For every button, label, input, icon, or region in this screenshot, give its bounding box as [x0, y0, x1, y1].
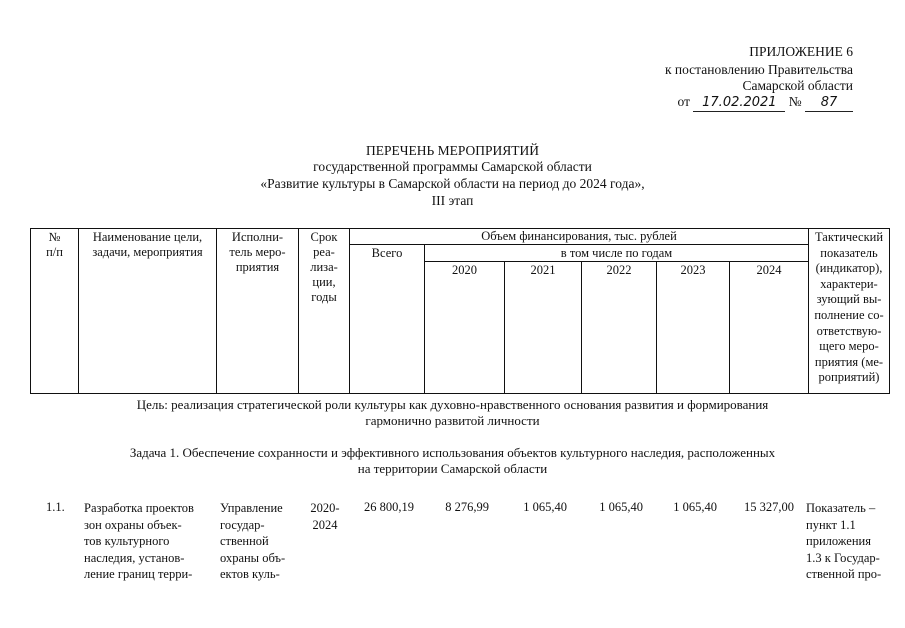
- document-subtitle-1: государственной программы Самарской области: [313, 159, 592, 174]
- col-term-header: Срок реа- лиза- ции, годы: [310, 230, 338, 304]
- col-year-2022: 2022: [606, 263, 632, 277]
- row-2024: 15 327,00: [744, 500, 794, 514]
- row-executor: Управление государ- ственной охраны объ- ектов куль-: [220, 501, 286, 581]
- handwritten-number: 87: [805, 95, 853, 112]
- col-year-2020: 2020: [452, 263, 477, 277]
- col-num-header: № п/п: [46, 230, 63, 259]
- goal-line-1: Цель: реализация стратегической роли культуры как духовно-нравственного основания развития и формирования: [136, 397, 769, 412]
- col-year-2021: 2021: [530, 263, 556, 277]
- col-year-2023: 2023: [680, 263, 706, 277]
- including-by-years-header: в том числе по годам: [560, 246, 673, 260]
- handwritten-date: 17.02.2021: [693, 95, 785, 112]
- row-total: 26 800,19: [364, 500, 414, 514]
- row-indicator: Показатель – пункт 1.1 приложения 1.3 к Государ- ственной про-: [806, 501, 882, 581]
- col-executor-header: Исполни- тель меро- приятия: [229, 230, 286, 274]
- goal-line-2: гармонично развитой личности: [365, 413, 540, 428]
- appendix-line2: Самарской области: [742, 78, 853, 93]
- task-line-1: Задача 1. Обеспечение сохранности и эффективного использования объектов культурного наследия, расположенных: [129, 445, 776, 460]
- date-prefix: от: [677, 94, 690, 109]
- appendix-title: ПРИЛОЖЕНИЕ 6: [749, 44, 853, 59]
- funding-header: Объем финансирования, тыс. рублей: [481, 229, 677, 243]
- appendix-date-line: [678, 94, 854, 112]
- task-line-2: на территории Самарской области: [357, 461, 548, 476]
- col-indicator-header: Тактический показатель (индикатор), характери- зующий вы- полнение со- ответствую- щего меро- приятия (ме- роприятий): [814, 230, 884, 385]
- row-2023: 1 065,40: [673, 500, 717, 514]
- appendix-line1: к постановлению Правительства: [664, 62, 853, 77]
- row-2021: 1 065,40: [523, 500, 567, 514]
- row-2022: 1 065,40: [599, 500, 643, 514]
- row-name: Разработка проектов зон охраны объек- тов культурного наследия, установ- ление границ терри-: [84, 501, 194, 581]
- row-2020: 8 276,99: [445, 500, 489, 514]
- row-term: 2020- 2024: [310, 501, 340, 532]
- col-name-header: Наименование цели, задачи, мероприятия: [92, 230, 203, 259]
- number-prefix: №: [788, 94, 802, 109]
- document-subtitle-3: III этап: [431, 193, 474, 208]
- col-year-2024: 2024: [756, 263, 782, 277]
- document-subtitle-2: «Развитие культуры в Самарской области на период до 2024 года»,: [260, 176, 645, 191]
- row-num: 1.1.: [46, 500, 65, 514]
- document-title: ПЕРЕЧЕНЬ МЕРОПРИЯТИЙ: [365, 143, 540, 158]
- col-total-header: Всего: [371, 246, 403, 260]
